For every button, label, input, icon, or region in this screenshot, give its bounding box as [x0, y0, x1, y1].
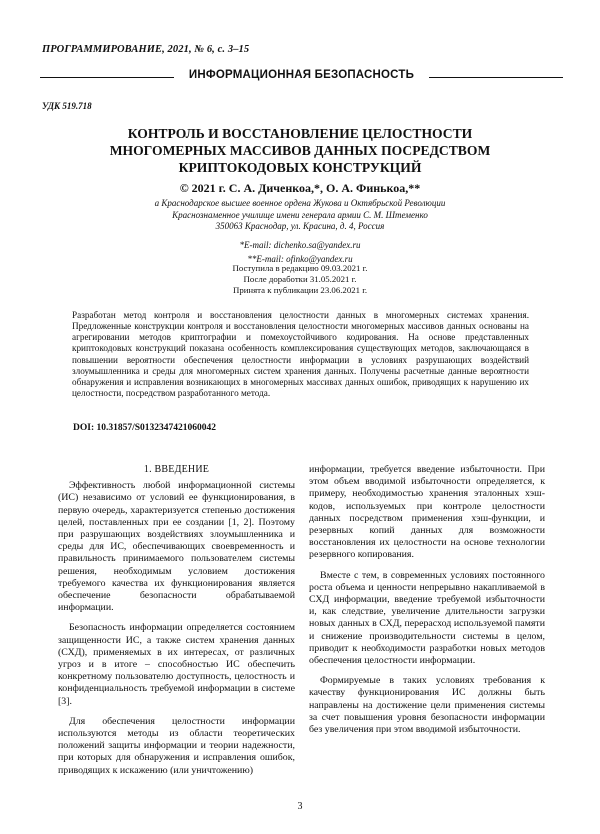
paper-title: [40, 125, 560, 176]
submission-dates: [40, 263, 560, 296]
paragraph: Эффективность любой информационной системы (ИС) независимо от условий ее функционирования, в первую очередь, характеризуется степенью достижения целей, поставленных при ее создании [1, 2]. Поэтому при разрушающих воздействиях злоумышленника и среды для ИС, обеспечивающих своевременность и правильность принимаемого пользователем системы решения, необходимым условием достижения требуемого качества их функционирования является обеспечение безопасности обрабатываемой информации.: [58, 480, 295, 614]
authors-line: [40, 181, 560, 196]
text-column-right: [309, 464, 545, 744]
title-line: КОНТРОЛЬ И ВОССТАНОВЛЕНИЕ ЦЕЛОСТНОСТИ: [127, 126, 473, 141]
doi[interactable]: DOI: 10.31857/S0132347421060042: [73, 423, 217, 433]
affiliation-line: 350063 Краснодар, ул. Красина, д. 4, Россия: [215, 221, 385, 231]
date-accepted: Принята к публикации 23.06.2021 г.: [232, 285, 368, 295]
section-banner: [40, 69, 563, 85]
paragraph: Формируемые в таких условиях требования к качеству функционирования ИС должны быть направлены на достижение цели применения системы за счет повышения уровня безопасности информации без увеличения при этом вводимой избыточности.: [309, 675, 545, 736]
email-line[interactable]: **E-mail: ofinko@yandex.ru: [247, 254, 353, 264]
page-number: 3: [297, 801, 303, 812]
affiliation: [40, 198, 560, 233]
affiliation-line: a Краснодарское высшее военное ордена Жукова и Октябрьской Революции: [154, 198, 446, 208]
email-line[interactable]: *E-mail: dichenko.sa@yandex.ru: [239, 240, 361, 250]
paragraph: Для обеспечения целостности информации используются методы из области теоретических положений защиты информации и теории надежности, при которых для обнаружения и исправления ошибок, приводящих к искажению (или уничтожению): [58, 715, 295, 776]
title-line: МНОГОМЕРНЫХ МАССИВОВ ДАННЫХ ПОСРЕДСТВОМ: [109, 143, 491, 158]
paragraph: Вместе с тем, в современных условиях постоянного роста объема и ценности непрерывно накапливаемой в СХД информации, введение требуемой избыточности и, как следствие, увеличение длительности загрузки новых данных в СХД, перерасход используемой памяти и снижение производительности системы в целом, приводит к необходимости разработки новых методов обеспечения целостности информации.: [309, 569, 545, 667]
title-line: КРИПТОКОДОВЫХ КОНСТРУКЦИЙ: [178, 160, 422, 175]
paragraph: Безопасность информации определяется состоянием защищенности ИС, а также систем хранения данных (СХД), применяемых в их интересах, от различных угроз и в итоге – способностью ИС обеспечить конкретному пользователю доступность, целостность и конфиденциальность требуемой информации в системе [3].: [58, 622, 295, 707]
section-rule-left: [40, 77, 174, 78]
affiliation-line: Краснознаменное училище имени генерала армии С. М. Штеменко: [172, 209, 428, 220]
date-revised: После доработки 31.05.2021 г.: [243, 274, 357, 284]
section-title: ИНФОРМАЦИОННАЯ БЕЗОПАСНОСТЬ: [188, 69, 415, 81]
text-column-left: [58, 464, 295, 785]
udk-code: УДК 519.718: [42, 101, 92, 111]
authors-text: © 2021 г. С. А. Диченкоa,*, О. А. Финькоa,**: [179, 181, 421, 195]
paragraph: информации, требуется введение избыточности. При этом объем вводимой избыточности определяется, к примеру, необходимостью хранения эталонных хэш-кодов, используемых при контроле целостности данных посредством применения хэш-функции, и резервных копий данных для возможности восстановления их целостности на основе технологии резервного копирования.: [309, 464, 545, 561]
author-emails: [40, 238, 560, 266]
abstract: Разработан метод контроля и восстановления целостности данных в многомерных системах хранения. Предложенные конструкции контроля и восстановления целостности многомерных массивов данных основаны на агрегировании методов криптографии и помехоустойчивого кодирования. На основе представленных криптокодовых конструкций показана особенность комплексирования существующих методов, заключающаяся в повышении вероятности обеспечения целостности информации в условиях разрушающих воздействий злоумышленника и среды для многомерных систем хранения данных. Получены расчетные данные вероятности обнаружения и исправления возникающих в многомерных массивах данных ошибок, приводящих к нарушению их целостности, посредством разработанного метода.: [72, 310, 529, 399]
intro-heading: 1. ВВЕДЕНИЕ: [143, 464, 210, 475]
section-rule-right: [429, 77, 563, 78]
journal-header: ПРОГРАММИРОВАНИЕ, 2021, № 6, с. 3–15: [42, 44, 250, 55]
date-received: Поступила в редакцию 09.03.2021 г.: [232, 263, 368, 273]
